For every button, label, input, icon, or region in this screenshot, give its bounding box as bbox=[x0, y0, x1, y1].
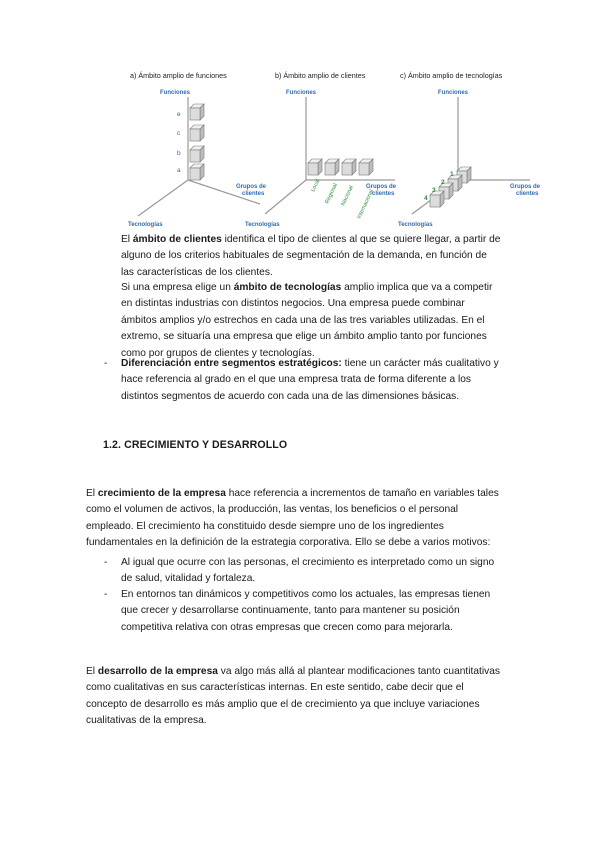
market-label: Regional bbox=[324, 182, 339, 205]
panel-functions bbox=[128, 71, 267, 228]
paragraph-development: El desarrollo de la empresa va algo más allá al plantear modificaciones tanto cuantitativas como cualitativas en sus características internas. En este sentido, cabe decir que el concepto de desarrollo es más amplio que el de crecimiento ya que incluye variaciones cualitativas de la empresa. bbox=[86, 666, 500, 727]
market-label: Internacional bbox=[356, 188, 376, 220]
panel-a-y-axis-label: Funciones bbox=[160, 90, 191, 96]
term-segment-differentiation: Diferenciación entre segmentos estratégicos: bbox=[121, 358, 342, 369]
cube bbox=[190, 104, 204, 120]
panel-technologies bbox=[398, 71, 540, 228]
panel-a-x-axis-label-2: clientes bbox=[242, 191, 265, 197]
technology-label: 2 bbox=[441, 179, 445, 186]
scope-diagram bbox=[100, 64, 540, 230]
panel-a-x-axis-label: Grupos de bbox=[236, 184, 267, 190]
bullet-health-signal: Al igual que ocurre con las personas, el crecimiento es interpretado como un signo de salud, vitalidad y fortaleza. bbox=[121, 557, 495, 585]
cube bbox=[342, 159, 356, 175]
scope-diagram-figure bbox=[100, 64, 540, 230]
panel-a-z-axis bbox=[138, 180, 188, 216]
panel-c-z-axis-label: Tecnologías bbox=[398, 222, 433, 228]
bullet-dash: - bbox=[104, 589, 108, 600]
bullet-segment-differentiation: Diferenciación entre segmentos estratégicos: tiene un carácter más cualitativo y hace referencia al grado en el que una empresa trata de forma diferente a los distintos segmentos de acuerdo con cada una de las dimensiones básicas. bbox=[121, 358, 499, 402]
panel-c-x-axis-label-2: clientes bbox=[516, 191, 539, 197]
paragraph-technology-scope: Si una empresa elige un ámbito de tecnologías amplio implica que va a competir en distintas industrias con distintos negocios. Una empresa puede combinar ámbitos amplios y/o estrechos en cada una de las tres variables utilizadas. En el extremo, se situaría una empresa que elige un ámbito amplio tanto por funciones como por grupos de clientes y tecnologías. bbox=[121, 282, 493, 359]
panel-a-caption: a) Ámbito amplio de funciones bbox=[130, 71, 227, 80]
section-heading: 1.2. CRECIMIENTO Y DESARROLLO bbox=[103, 439, 288, 451]
cube bbox=[308, 159, 322, 175]
bullet-competitive-environment: En entornos tan dinámicos y competitivos como los actuales, las empresas tienen que crecer y desarrollarse continuamente, tanto para mantener su posición competitiva relativa con otras empresas que crecen como para mejorarla. bbox=[121, 589, 491, 633]
bullet-dash: - bbox=[104, 358, 108, 369]
function-label: c bbox=[177, 130, 181, 137]
panel-c-caption: c) Ámbito amplio de tecnologías bbox=[400, 71, 503, 80]
cube bbox=[190, 146, 204, 162]
cube bbox=[190, 164, 204, 180]
technology-label: 4 bbox=[424, 195, 428, 202]
technology-label: 1 bbox=[450, 171, 454, 178]
panel-clients bbox=[245, 71, 397, 228]
cube bbox=[359, 159, 373, 175]
term-technology-scope: ámbito de tecnologías bbox=[233, 282, 342, 293]
cube bbox=[190, 125, 204, 141]
panel-b-z-axis-label: Tecnologías bbox=[245, 222, 280, 228]
function-label: e bbox=[177, 111, 181, 118]
market-label: Nacional bbox=[340, 184, 355, 207]
bullet-dash: - bbox=[104, 557, 108, 568]
panel-c-x-axis-label: Grupos de bbox=[510, 184, 540, 190]
panel-a-z-axis-label: Tecnologías bbox=[128, 222, 163, 228]
paragraph-growth: El crecimiento de la empresa hace referencia a incrementos de tamaño en variables tales como el volumen de activos, la producción, las ventas, los beneficios o el personal empleado. El crecimiento ha constituido desde siempre uno de los ingredientes fundamentales en la definición de la estrategia corporativa. Ello se debe a varios motivos: bbox=[86, 488, 499, 549]
panel-c-y-axis-label: Funciones bbox=[438, 90, 469, 96]
panel-b-z-axis bbox=[265, 180, 306, 214]
market-label: Local bbox=[310, 178, 322, 193]
panel-b-x-axis-label-2: clientes bbox=[372, 191, 395, 197]
term-growth: crecimiento de la empresa bbox=[97, 488, 226, 499]
term-client-scope: ámbito de clientes bbox=[132, 234, 222, 245]
cube bbox=[325, 159, 339, 175]
term-development: desarrollo de la empresa bbox=[97, 666, 218, 677]
panel-b-x-axis-label: Grupos de bbox=[366, 184, 397, 190]
paragraph-client-scope: El ámbito de clientes identifica el tipo de clientes al que se quiere llegar, a partir de alguno de los criterios habituales de segmentación de la demanda, en función de las características de los clientes. bbox=[121, 234, 501, 278]
panel-b-y-axis-label: Funciones bbox=[286, 90, 317, 96]
function-label: b bbox=[177, 150, 181, 157]
technology-label: 3 bbox=[432, 187, 436, 194]
function-label: a bbox=[177, 167, 181, 174]
panel-b-caption: b) Ámbito amplio de clientes bbox=[275, 71, 366, 80]
